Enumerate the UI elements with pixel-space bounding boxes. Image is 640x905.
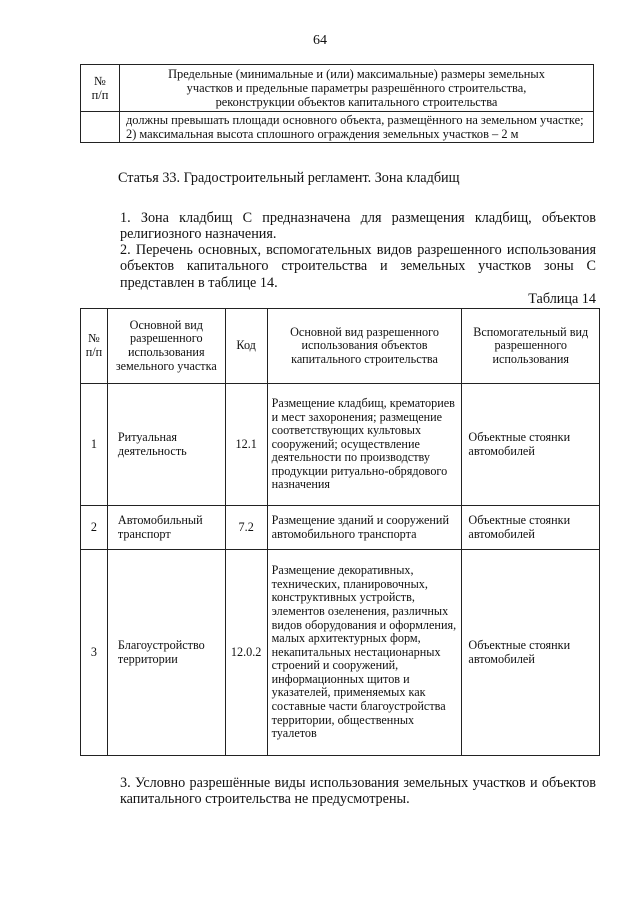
- article-title: Статья 33. Градостроительный регламент. Зона кладбищ: [118, 170, 460, 186]
- table-row: [81, 384, 600, 506]
- table-cell-continuation: должны превышать площади основного объекта, размещённого на земельном участке; 2) максимальная высота сплошного ограждения земельных участков – 2 м: [120, 111, 594, 142]
- row-code: 12.0.2: [225, 550, 267, 756]
- header-auxiliary-use: Вспомогательный вид разрешенного использования: [462, 309, 600, 384]
- paragraph-2: [80, 242, 596, 291]
- row-auxiliary-use: Объектные стоянки автомобилей: [462, 506, 600, 550]
- regulation-limits-table: [80, 64, 594, 143]
- paragraph-1-text: 1. Зона кладбищ С предназначена для размещения кладбищ, объектов религиозного назначения.: [120, 210, 596, 243]
- paragraph-3-text: 3. Условно разрешённые виды использования земельных участков и объектов капитального строительства не предусмотрены.: [120, 775, 596, 808]
- header-num: № п/п: [81, 309, 108, 384]
- zone-c-uses-table: [80, 308, 600, 756]
- table-row: [81, 111, 594, 142]
- table-header-row: [81, 309, 600, 384]
- header-code: Код: [225, 309, 267, 384]
- table-row: [81, 506, 600, 550]
- table-caption: Таблица 14: [528, 291, 596, 307]
- row-code: 7.2: [225, 506, 267, 550]
- row-auxiliary-use: Объектные стоянки автомобилей: [462, 550, 600, 756]
- row-num: 2: [81, 506, 108, 550]
- row-main-use: Благоустройство территории: [107, 550, 225, 756]
- paragraph-1: [80, 210, 596, 243]
- row-num: 1: [81, 384, 108, 506]
- row-code: 12.1: [225, 384, 267, 506]
- header-main-use-land: Основной вид разрешенного использования земельного участка: [107, 309, 225, 384]
- header-limits: Предельные (минимальные и (или) максимальные) размеры земельных участков и предельные параметры разрешённого строительства, реконструкции объектов капитального строительства: [120, 65, 594, 112]
- table-row: [81, 550, 600, 756]
- paragraph-2-text: 2. Перечень основных, вспомогательных видов разрешенного использования объектов капитального строительства и земельных участков зоны С представлен в таблице 14.: [120, 242, 596, 291]
- row-main-use: Ритуальная деятельность: [107, 384, 225, 506]
- row-description: Размещение кладбищ, крематориев и мест захоронения; размещение соответствующих культовых сооружений; осуществление деятельности по производству продукции ритуально-обрядового назначения: [267, 384, 462, 506]
- header-main-use-objects: Основной вид разрешенного использования объектов капитального строительства: [267, 309, 462, 384]
- page-number: 64: [313, 33, 327, 48]
- row-auxiliary-use: Объектные стоянки автомобилей: [462, 384, 600, 506]
- row-description: Размещение декоративных, технических, планировочных, конструктивных устройств, элементов озеленения, различных видов оборудования и оформления, малых архитектурных форм, некапитальных нестационарных строений и сооружений, информационных щитов и указателей, применяемых как составные части благоустройства территории, общественных туалетов: [267, 550, 462, 756]
- row-description: Размещение зданий и сооружений автомобильного транспорта: [267, 506, 462, 550]
- table-cell-num: [81, 111, 120, 142]
- table-header-row: [81, 65, 594, 112]
- row-num: 3: [81, 550, 108, 756]
- header-num: № п/п: [81, 65, 120, 112]
- paragraph-3: [80, 775, 596, 808]
- row-main-use: Автомобильный транспорт: [107, 506, 225, 550]
